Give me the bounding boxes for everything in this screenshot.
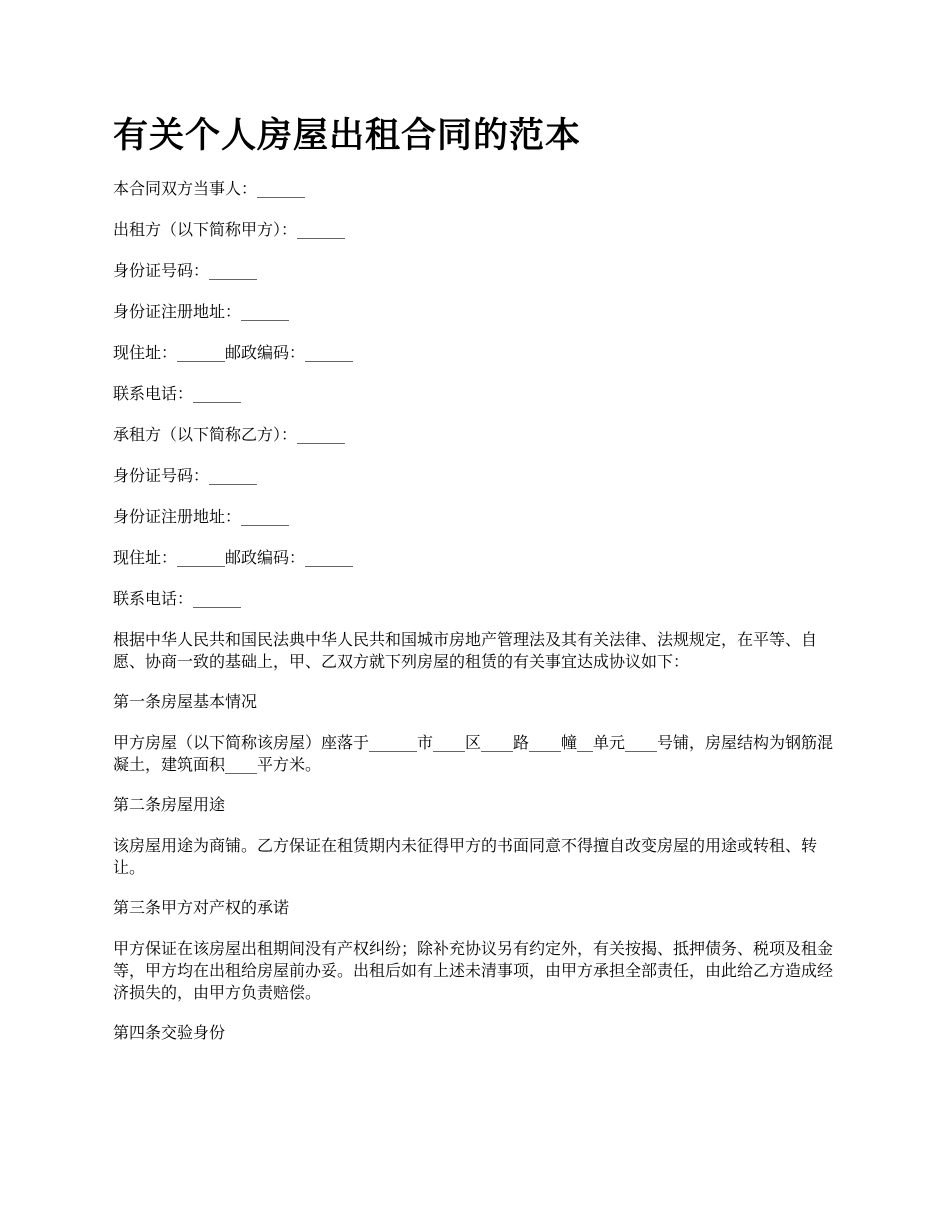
article-3-body: 甲方保证在该房屋出租期间没有产权纠纷；除补充协议另有约定外，有关按揭、抵押债务、税项及租金等，甲方均在出租给房屋前办妥。出租后如有上述未清事项，由甲方承担全部责任，由此给乙方造成经济损失的，由甲方负责赔偿。 — [113, 939, 834, 1002]
lessor-id-number: 身份证号码：______ — [113, 261, 258, 280]
lessee-id-address: 身份证注册地址：______ — [113, 507, 290, 526]
article-1-heading: 第一条房屋基本情况 — [113, 692, 258, 711]
article-4-heading: 第四条交验身份 — [113, 1023, 226, 1042]
article-3-heading: 第三条甲方对产权的承诺 — [113, 898, 290, 917]
article-2-heading: 第二条房屋用途 — [113, 795, 226, 814]
party-intro: 本合同双方当事人：______ — [113, 179, 306, 198]
lessor-phone: 联系电话：______ — [113, 384, 242, 403]
lessor-id-address: 身份证注册地址：______ — [113, 302, 290, 321]
document-page — [113, 112, 843, 1063]
lessor-line: 出租方（以下简称甲方）：______ — [113, 220, 346, 239]
article-1-body: 甲方房屋（以下简称该房屋）座落于______市____区____路____幢__单元____号铺，房屋结构为钢筋混凝土，建筑面积____平方米。 — [113, 733, 834, 774]
lessee-line: 承租方（以下简称乙方）：______ — [113, 425, 346, 444]
lessee-phone: 联系电话：______ — [113, 589, 242, 608]
lessee-address-postcode: 现住址：______邮政编码：______ — [113, 548, 354, 567]
lessor-address-postcode: 现住址：______邮政编码：______ — [113, 343, 354, 362]
lessee-id-number: 身份证号码：______ — [113, 466, 258, 485]
preamble-paragraph: 根据中华人民共和国民法典中华人民共和国城市房地产管理法及其有关法律、法规规定，在平等、自愿、协商一致的基础上，甲、乙双方就下列房屋的租赁的有关事宜达成协议如下： — [113, 630, 818, 671]
document-title: 有关个人房屋出租合同的范本 — [113, 116, 582, 156]
article-2-body: 该房屋用途为商铺。乙方保证在租赁期内未征得甲方的书面同意不得擅自改变房屋的用途或转租、转让。 — [113, 836, 818, 877]
